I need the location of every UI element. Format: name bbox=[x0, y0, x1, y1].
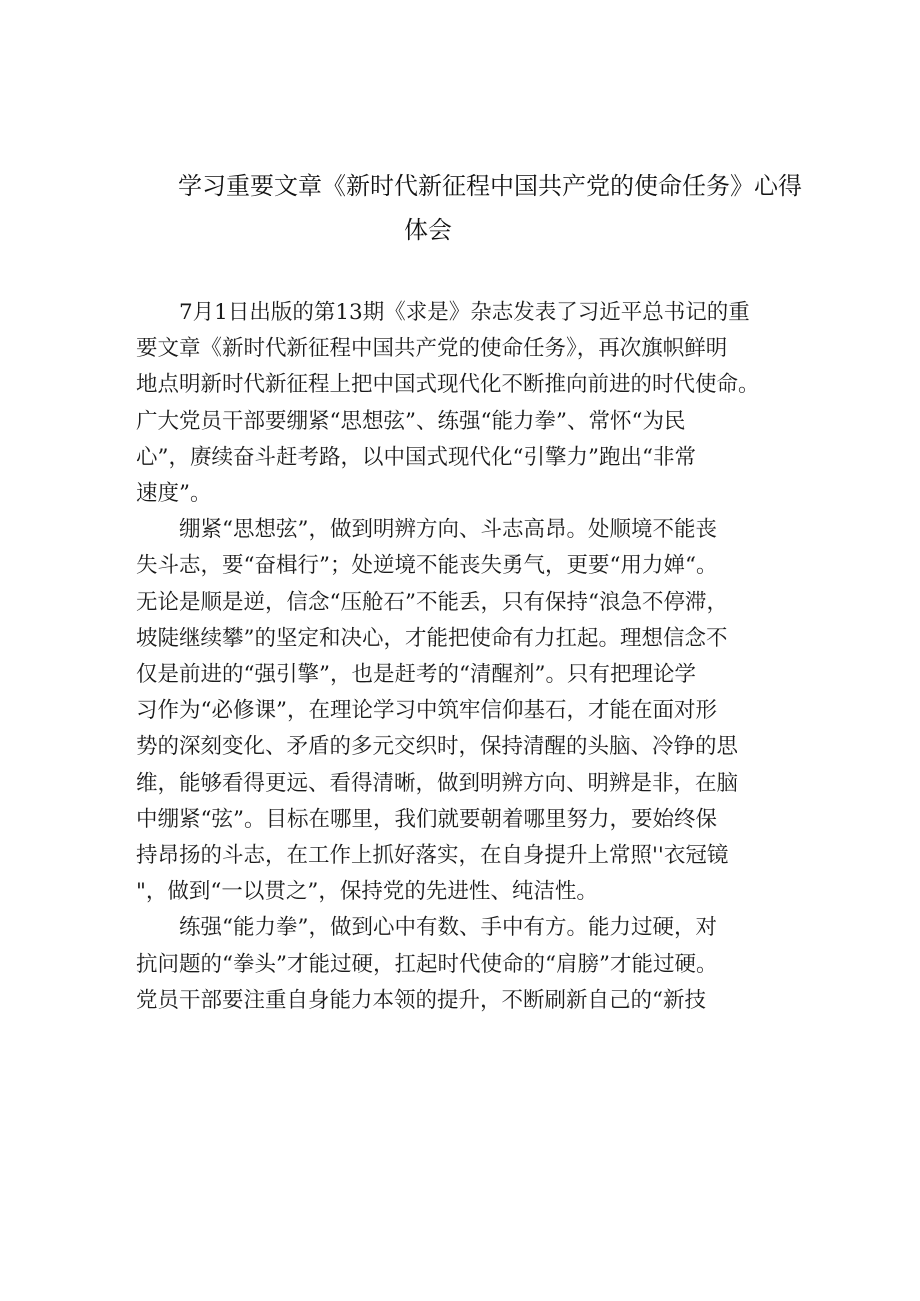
text-line: 练强“能力拳”，做到心中有数、手中有方。能力过硬，对 bbox=[179, 915, 717, 941]
text-line: 中绷紧“弦”。目标在哪里，我们就要朝着哪里努力，要始终保 bbox=[136, 806, 717, 832]
text-line: 习作为“必修课”，在理论学习中筑牢信仰基石，才能在面对形 bbox=[136, 698, 717, 724]
paragraph-1 bbox=[136, 295, 806, 512]
text-line: 7月1日出版的第13期《求是》杂志发表了习近平总书记的重 bbox=[179, 300, 750, 325]
text-line: 要文章《新时代新征程中国共产党的使命任务》，再次旗帜鲜明 bbox=[136, 336, 728, 362]
text-line: 仅是前进的“强引擎”，也是赶考的“清醒剂”。只有把理论学 bbox=[136, 662, 696, 688]
paragraph-2 bbox=[136, 512, 806, 910]
text-line: 广大党员干部要绷紧“思想弦”、练强“能力拳”、常怀“为民 bbox=[136, 408, 686, 434]
paragraph-3 bbox=[136, 910, 806, 1019]
text-line: 心”，赓续奋斗赶考路，以中国式现代化“引擎力”跑出“非常 bbox=[136, 444, 696, 470]
text-line: 速度”。 bbox=[136, 481, 212, 507]
document-title bbox=[150, 164, 802, 252]
text-line: 党员干部要注重自身能力本领的提升，不断刷新自己的“新技 bbox=[136, 987, 706, 1013]
title-line-1: 学习重要文章《新时代新征程中国共产党的使命任务》心得 bbox=[178, 172, 802, 200]
text-line: 无论是顺是逆，信念“压舱石”不能丢，只有保持“浪急不停滞， bbox=[136, 589, 728, 615]
title-line-2: 体会 bbox=[404, 216, 452, 244]
text-line: 绷紧“思想弦”，做到明辨方向、斗志高昂。处顺境不能丧 bbox=[179, 517, 717, 543]
text-line: 地点明新时代新征程上把中国式现代化不断推向前进的时代使命。 bbox=[136, 372, 760, 398]
text-line: 维，能够看得更远、看得清晰，做到明辨方向、明辨是非，在脑 bbox=[136, 770, 739, 796]
text-line: 坡陡继续攀”的坚定和决心，才能把使命有力扛起。理想信念不 bbox=[136, 625, 728, 651]
text-line: 持昂扬的斗志，在工作上抓好落实，在自身提升上常照''衣冠镜 bbox=[136, 843, 729, 869]
text-line: 抗问题的“拳头”才能过硬，扛起时代使命的“肩膀”才能过硬。 bbox=[136, 951, 718, 977]
document-body bbox=[136, 295, 806, 1019]
text-line: 失斗志，要“奋楫行”；处逆境不能丧失勇气，更要“用力婵“。 bbox=[136, 553, 718, 579]
text-line: 势的深刻变化、矛盾的多元交织时，保持清醒的头脑、冷铮的思 bbox=[136, 734, 739, 760]
text-line: "，做到“一以贯之”，保持党的先进性、纯洁性。 bbox=[136, 879, 598, 905]
